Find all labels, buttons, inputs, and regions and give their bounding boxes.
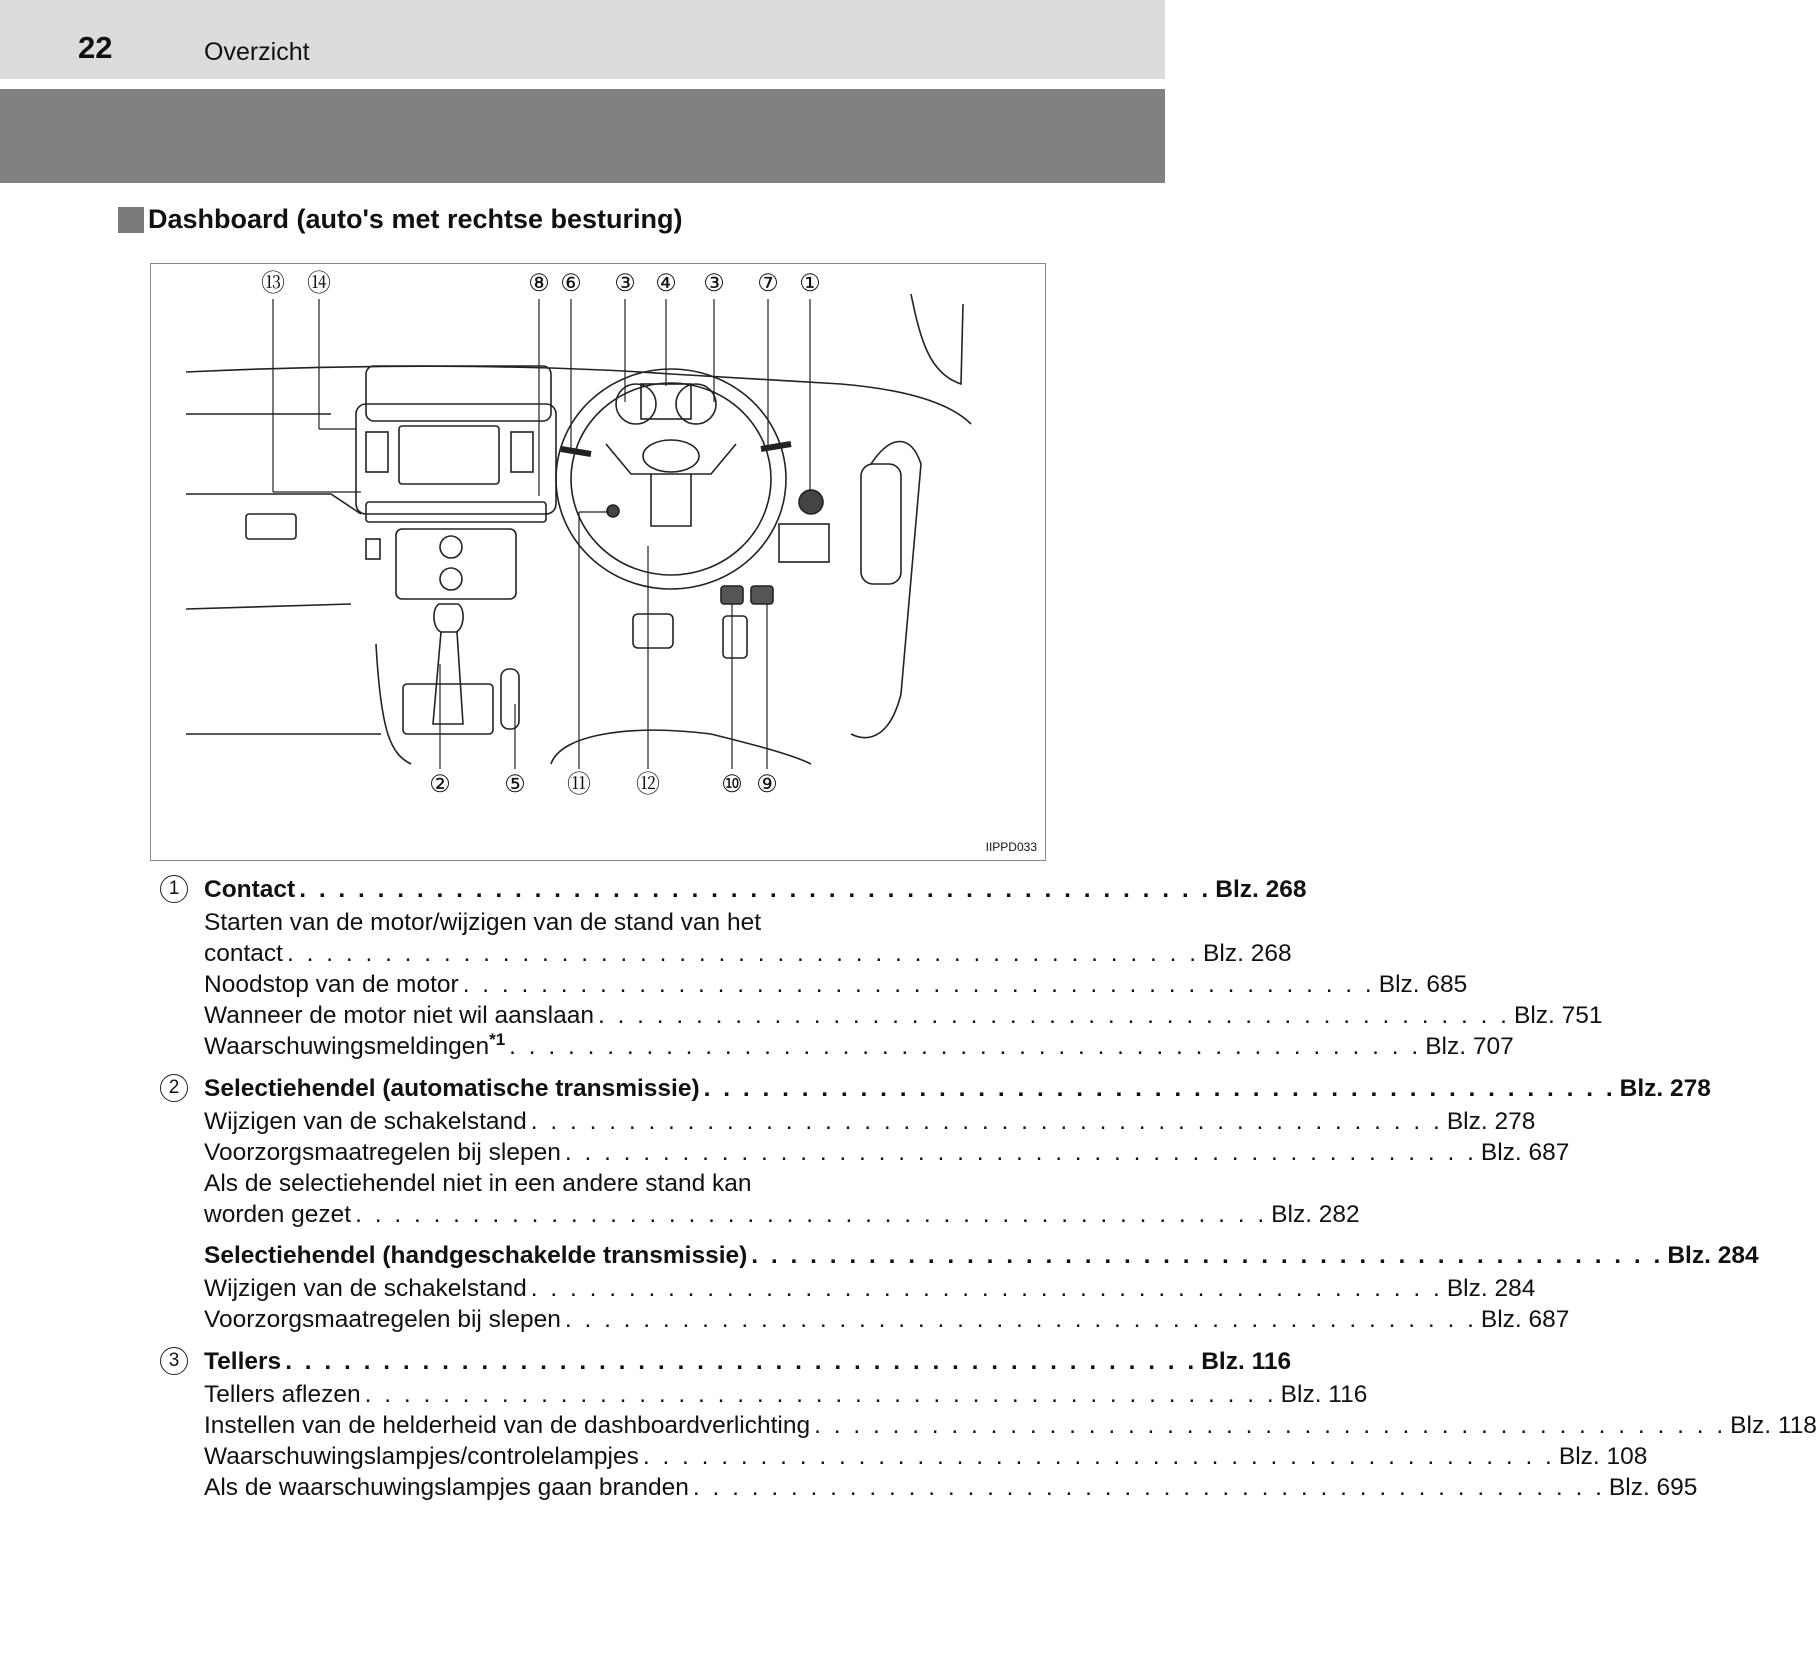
callout-6: ⑥ [560, 270, 582, 297]
entry-label: worden gezet [204, 1201, 352, 1228]
entry-label: Voorzorgsmaatregelen bij slepen [204, 1306, 561, 1333]
entry-page: Blz. 751 [1514, 1002, 1603, 1029]
entry-label: Als de waarschuwingslampjes gaan branden [204, 1474, 689, 1501]
entry-page: Blz. 108 [1558, 1443, 1648, 1470]
entry-label: Waarschuwingslampjes/controlelampjes [204, 1443, 639, 1470]
entry-page: Blz. 278 [1619, 1075, 1711, 1102]
footnote-marker: *1 [489, 1029, 506, 1049]
entry-row: Selectiehendel (automatische transmissie) . . . . . . . . . . . . . . . . . . . . . . . . . . . . . . . . . . . . . . . . . . . . . . . Blz. 278 [204, 1075, 1711, 1102]
callout-3b: ③ [703, 270, 725, 297]
entry-page: Blz. 118 [1730, 1412, 1817, 1439]
entry-row: Wanneer de motor niet wil aanslaan . . . . . . . . . . . . . . . . . . . . . . . . . . . . . . . . . . . . . . . . . . . . . . . Blz. 751 [204, 1002, 1603, 1029]
entry-row: Contact . . . . . . . . . . . . . . . . . . . . . . . . . . . . . . . . . . . . . . . . . . . . . . . Blz. 268 [204, 876, 1307, 903]
entry-label: Instellen van de helderheid van de dashboardverlichting [204, 1412, 811, 1439]
entry-page: Blz. 687 [1480, 1139, 1570, 1166]
entry-row [204, 1166, 1000, 1198]
running-title: Overzicht [204, 38, 310, 66]
entry-row: Tellers . . . . . . . . . . . . . . . . . . . . . . . . . . . . . . . . . . . . . . . . . . . . . . . Blz. 116 [204, 1348, 1292, 1375]
entry-row: Wijzigen van de schakelstand . . . . . . . . . . . . . . . . . . . . . . . . . . . . . . . . . . . . . . . . . . . . . . . Blz. 284 [204, 1275, 1536, 1302]
callout-10: ⑩ [721, 771, 743, 798]
callout-5: ⑤ [504, 771, 526, 798]
entry-page: Blz. 695 [1608, 1474, 1698, 1501]
entry-page: Blz. 116 [1201, 1348, 1292, 1375]
entry-row: Als de waarschuwingslampjes gaan branden . . . . . . . . . . . . . . . . . . . . . . . . . . . . . . . . . . . . . . . . . . . . . . . Blz. 695 [204, 1474, 1698, 1501]
entry-page: Blz. 284 [1446, 1275, 1536, 1302]
entry-row: worden gezet . . . . . . . . . . . . . . . . . . . . . . . . . . . . . . . . . . . . . . . . . . . . . . . Blz. 282 [204, 1201, 1360, 1228]
entry-row: Waarschuwingslampjes/controlelampjes . . . . . . . . . . . . . . . . . . . . . . . . . . . . . . . . . . . . . . . . . . . . . . . Blz. 108 [204, 1443, 1648, 1470]
entry-page: Blz. 268 [1215, 876, 1307, 903]
grey-band [0, 89, 1165, 183]
entry-label: Waarschuwingsmeldingen [204, 1033, 490, 1060]
entry-row: Voorzorgsmaatregelen bij slepen . . . . . . . . . . . . . . . . . . . . . . . . . . . . . . . . . . . . . . . . . . . . . . . Blz. 687 [204, 1139, 1570, 1166]
entry-label: Als de selectiehendel niet in een andere stand kan [204, 1170, 752, 1197]
callout-12: ⑫ [636, 771, 660, 798]
entry-label: Wanneer de motor niet wil aanslaan [204, 1002, 594, 1029]
item-number-1: 1 [160, 875, 188, 903]
entry-row: Voorzorgsmaatregelen bij slepen . . . . . . . . . . . . . . . . . . . . . . . . . . . . . . . . . . . . . . . . . . . . . . . Blz. 687 [204, 1306, 1570, 1333]
entry-label: Contact [204, 876, 296, 903]
entry-page: Blz. 707 [1425, 1033, 1514, 1060]
figure-code: IIPPD033 [985, 840, 1037, 854]
callout-11: ⑪ [567, 771, 591, 798]
callout-4: ④ [655, 270, 677, 297]
section-marker [118, 207, 144, 233]
callout-1: ① [799, 270, 821, 297]
item-number-3: 3 [160, 1347, 188, 1375]
dashboard-drawing [151, 264, 1044, 859]
entry-label: contact [204, 940, 283, 967]
callout-14: ⑭ [307, 270, 331, 297]
entry-row: Selectiehendel (handgeschakelde transmissie) . . . . . . . . . . . . . . . . . . . . . . . . . . . . . . . . . . . . . . . . . . . . . . . Blz. 284 [204, 1242, 1759, 1269]
entry-page: Blz. 268 [1203, 940, 1292, 967]
entry-label: Selectiehendel (handgeschakelde transmissie) [204, 1242, 748, 1269]
entry-label: Tellers aflezen [204, 1381, 361, 1408]
entry-row: contact . . . . . . . . . . . . . . . . . . . . . . . . . . . . . . . . . . . . . . . . . . . . . . . Blz. 268 [204, 940, 1292, 967]
header-bar [0, 0, 1165, 79]
entry-row: Noodstop van de motor . . . . . . . . . . . . . . . . . . . . . . . . . . . . . . . . . . . . . . . . . . . . . . . Blz. 685 [204, 971, 1468, 998]
entry-label: Noodstop van de motor [204, 971, 459, 998]
callout-2: ② [429, 771, 451, 798]
callout-13: ⑬ [261, 270, 285, 297]
entry-row: Wijzigen van de schakelstand . . . . . . . . . . . . . . . . . . . . . . . . . . . . . . . . . . . . . . . . . . . . . . . Blz. 278 [204, 1108, 1536, 1135]
entry-row: Waarschuwingsmeldingen$^{*1}$ . . . . . . . . . . . . . . . . . . . . . . . . . . . . . . . . . . . . . . . . . . . . . . . Blz. 707 [204, 1029, 1514, 1060]
entry-label: Wijzigen van de schakelstand [204, 1108, 527, 1135]
entry-label: Wijzigen van de schakelstand [204, 1275, 527, 1302]
entry-row [204, 905, 1000, 937]
dashboard-illustration [150, 263, 1046, 861]
item-number-2: 2 [160, 1074, 188, 1102]
entry-page: Blz. 282 [1271, 1201, 1360, 1228]
callout-9: ⑨ [756, 771, 778, 798]
entry-label: Tellers [204, 1348, 282, 1375]
callout-8: ⑧ [528, 270, 550, 297]
entry-row: Instellen van de helderheid van de dashboardverlichting . . . . . . . . . . . . . . . . . . . . . . . . . . . . . . . . . . . . . . . . . . . . . . . Blz. 118 [204, 1412, 1817, 1439]
page-number: 22 [78, 30, 113, 65]
callout-7: ⑦ [757, 270, 779, 297]
callout-3a: ③ [614, 270, 636, 297]
entry-label: Voorzorgsmaatregelen bij slepen [204, 1139, 561, 1166]
entry-page: Blz. 284 [1667, 1242, 1759, 1269]
entry-page: Blz. 278 [1446, 1108, 1536, 1135]
section-title: Dashboard (auto's met rechtse besturing) [148, 204, 683, 234]
entry-page: Blz. 685 [1378, 971, 1468, 998]
entry-row: Tellers aflezen . . . . . . . . . . . . . . . . . . . . . . . . . . . . . . . . . . . . . . . . . . . . . . . Blz. 116 [204, 1381, 1368, 1408]
entry-label: Selectiehendel (automatische transmissie) [204, 1075, 700, 1102]
entry-page: Blz. 687 [1480, 1306, 1570, 1333]
entry-label: Starten van de motor/wijzigen van de stand van het [204, 909, 762, 936]
entry-page: Blz. 116 [1280, 1381, 1368, 1408]
